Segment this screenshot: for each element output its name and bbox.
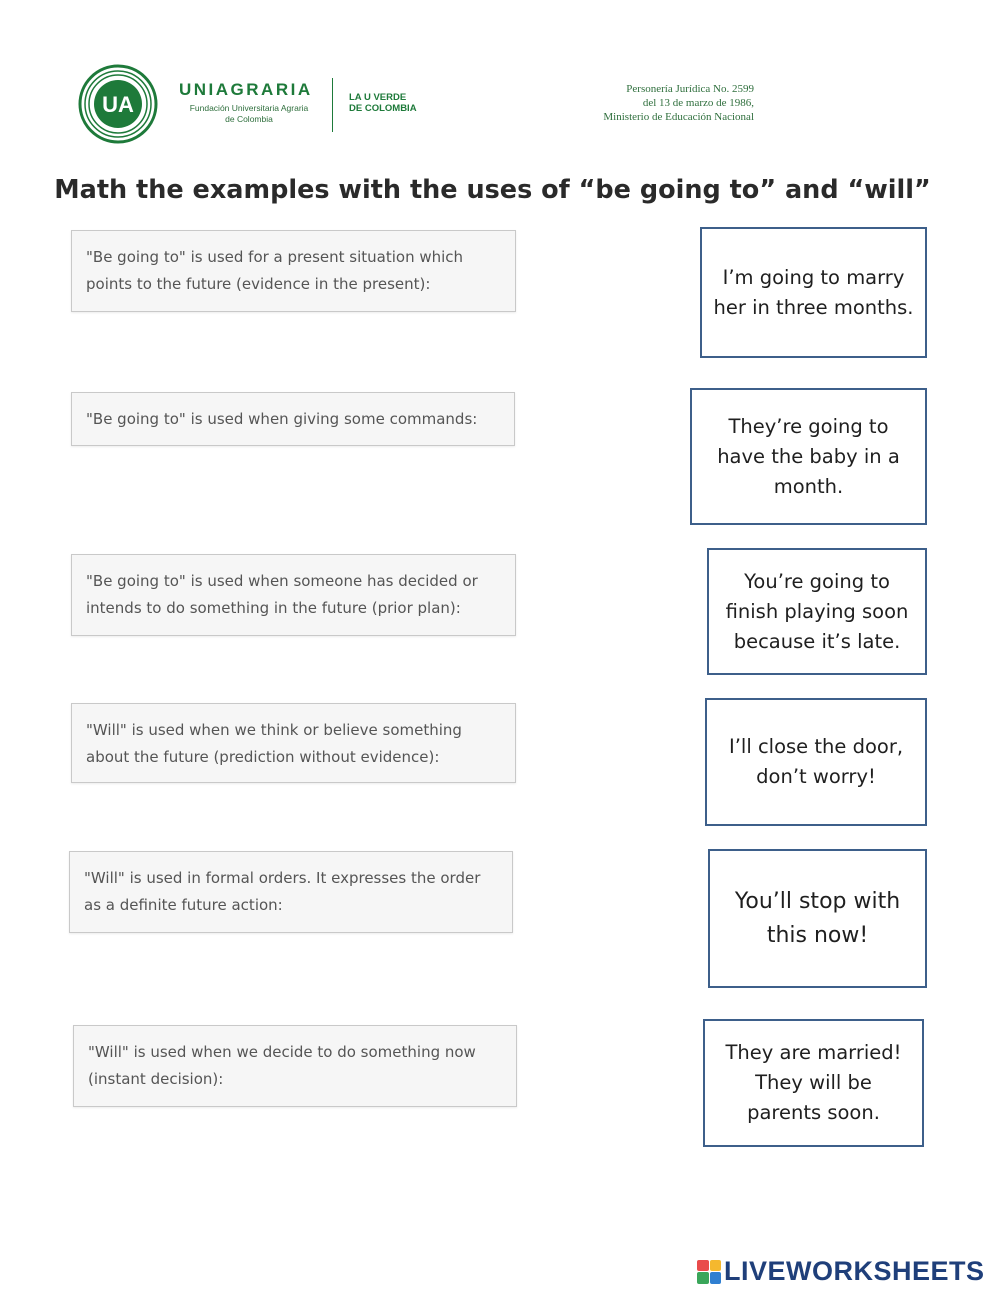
use-drop-box[interactable]: "Be going to" is used when giving some commands: — [71, 392, 515, 446]
example-card[interactable]: You’ll stop with this now! — [708, 849, 927, 988]
liveworksheets-brand: LIVEWORKSHEETS — [724, 1256, 985, 1286]
brand-divider — [332, 78, 333, 132]
brand-name: UNIAGRARIA — [179, 80, 313, 99]
use-drop-box[interactable]: "Be going to" is used for a present situation which points to the future (evidence in the present): — [71, 230, 516, 312]
brand-subtitle — [179, 103, 319, 125]
slogan-line1: LA U VERDE — [349, 92, 407, 103]
use-drop-box[interactable]: "Will" is used when we decide to do something now (instant decision): — [73, 1025, 517, 1107]
svg-text:UA: UA — [102, 92, 134, 117]
example-card[interactable]: They are married! They will be parents soon. — [703, 1019, 924, 1147]
example-card[interactable]: I’ll close the door, don’t worry! — [705, 698, 927, 826]
legal-info — [524, 82, 754, 124]
liveworksheets-icon — [697, 1260, 721, 1284]
example-card[interactable]: You’re going to finish playing soon because it’s late. — [707, 548, 927, 675]
legal-line1: Personería Jurídica No. 2599 — [626, 83, 754, 95]
brand-subtitle-line2: de Colombia — [225, 114, 273, 124]
legal-line2: del 13 de marzo de 1986, — [642, 97, 754, 109]
example-card[interactable]: I’m going to marry her in three months. — [700, 227, 927, 358]
example-card[interactable]: They’re going to have the baby in a month. — [690, 388, 927, 525]
brand-subtitle-line1: Fundación Universitaria Agraria — [189, 103, 309, 113]
use-drop-box[interactable]: "Be going to" is used when someone has decided or intends to do something in the future (prior plan): — [71, 554, 516, 636]
slogan-line2: DE COLOMBIA — [349, 103, 417, 114]
uniagraria-logo — [78, 64, 158, 144]
page-title: Math the examples with the uses of “be going to” and “will” — [54, 175, 931, 205]
use-drop-box[interactable]: "Will" is used when we think or believe something about the future (prediction without evidence): — [71, 703, 516, 783]
legal-line3: Ministerio de Educación Nacional — [603, 111, 754, 123]
use-drop-box[interactable]: "Will" is used in formal orders. It expresses the order as a definite future action: — [69, 851, 513, 933]
liveworksheets-logo — [697, 1256, 985, 1287]
slogan — [349, 92, 417, 114]
